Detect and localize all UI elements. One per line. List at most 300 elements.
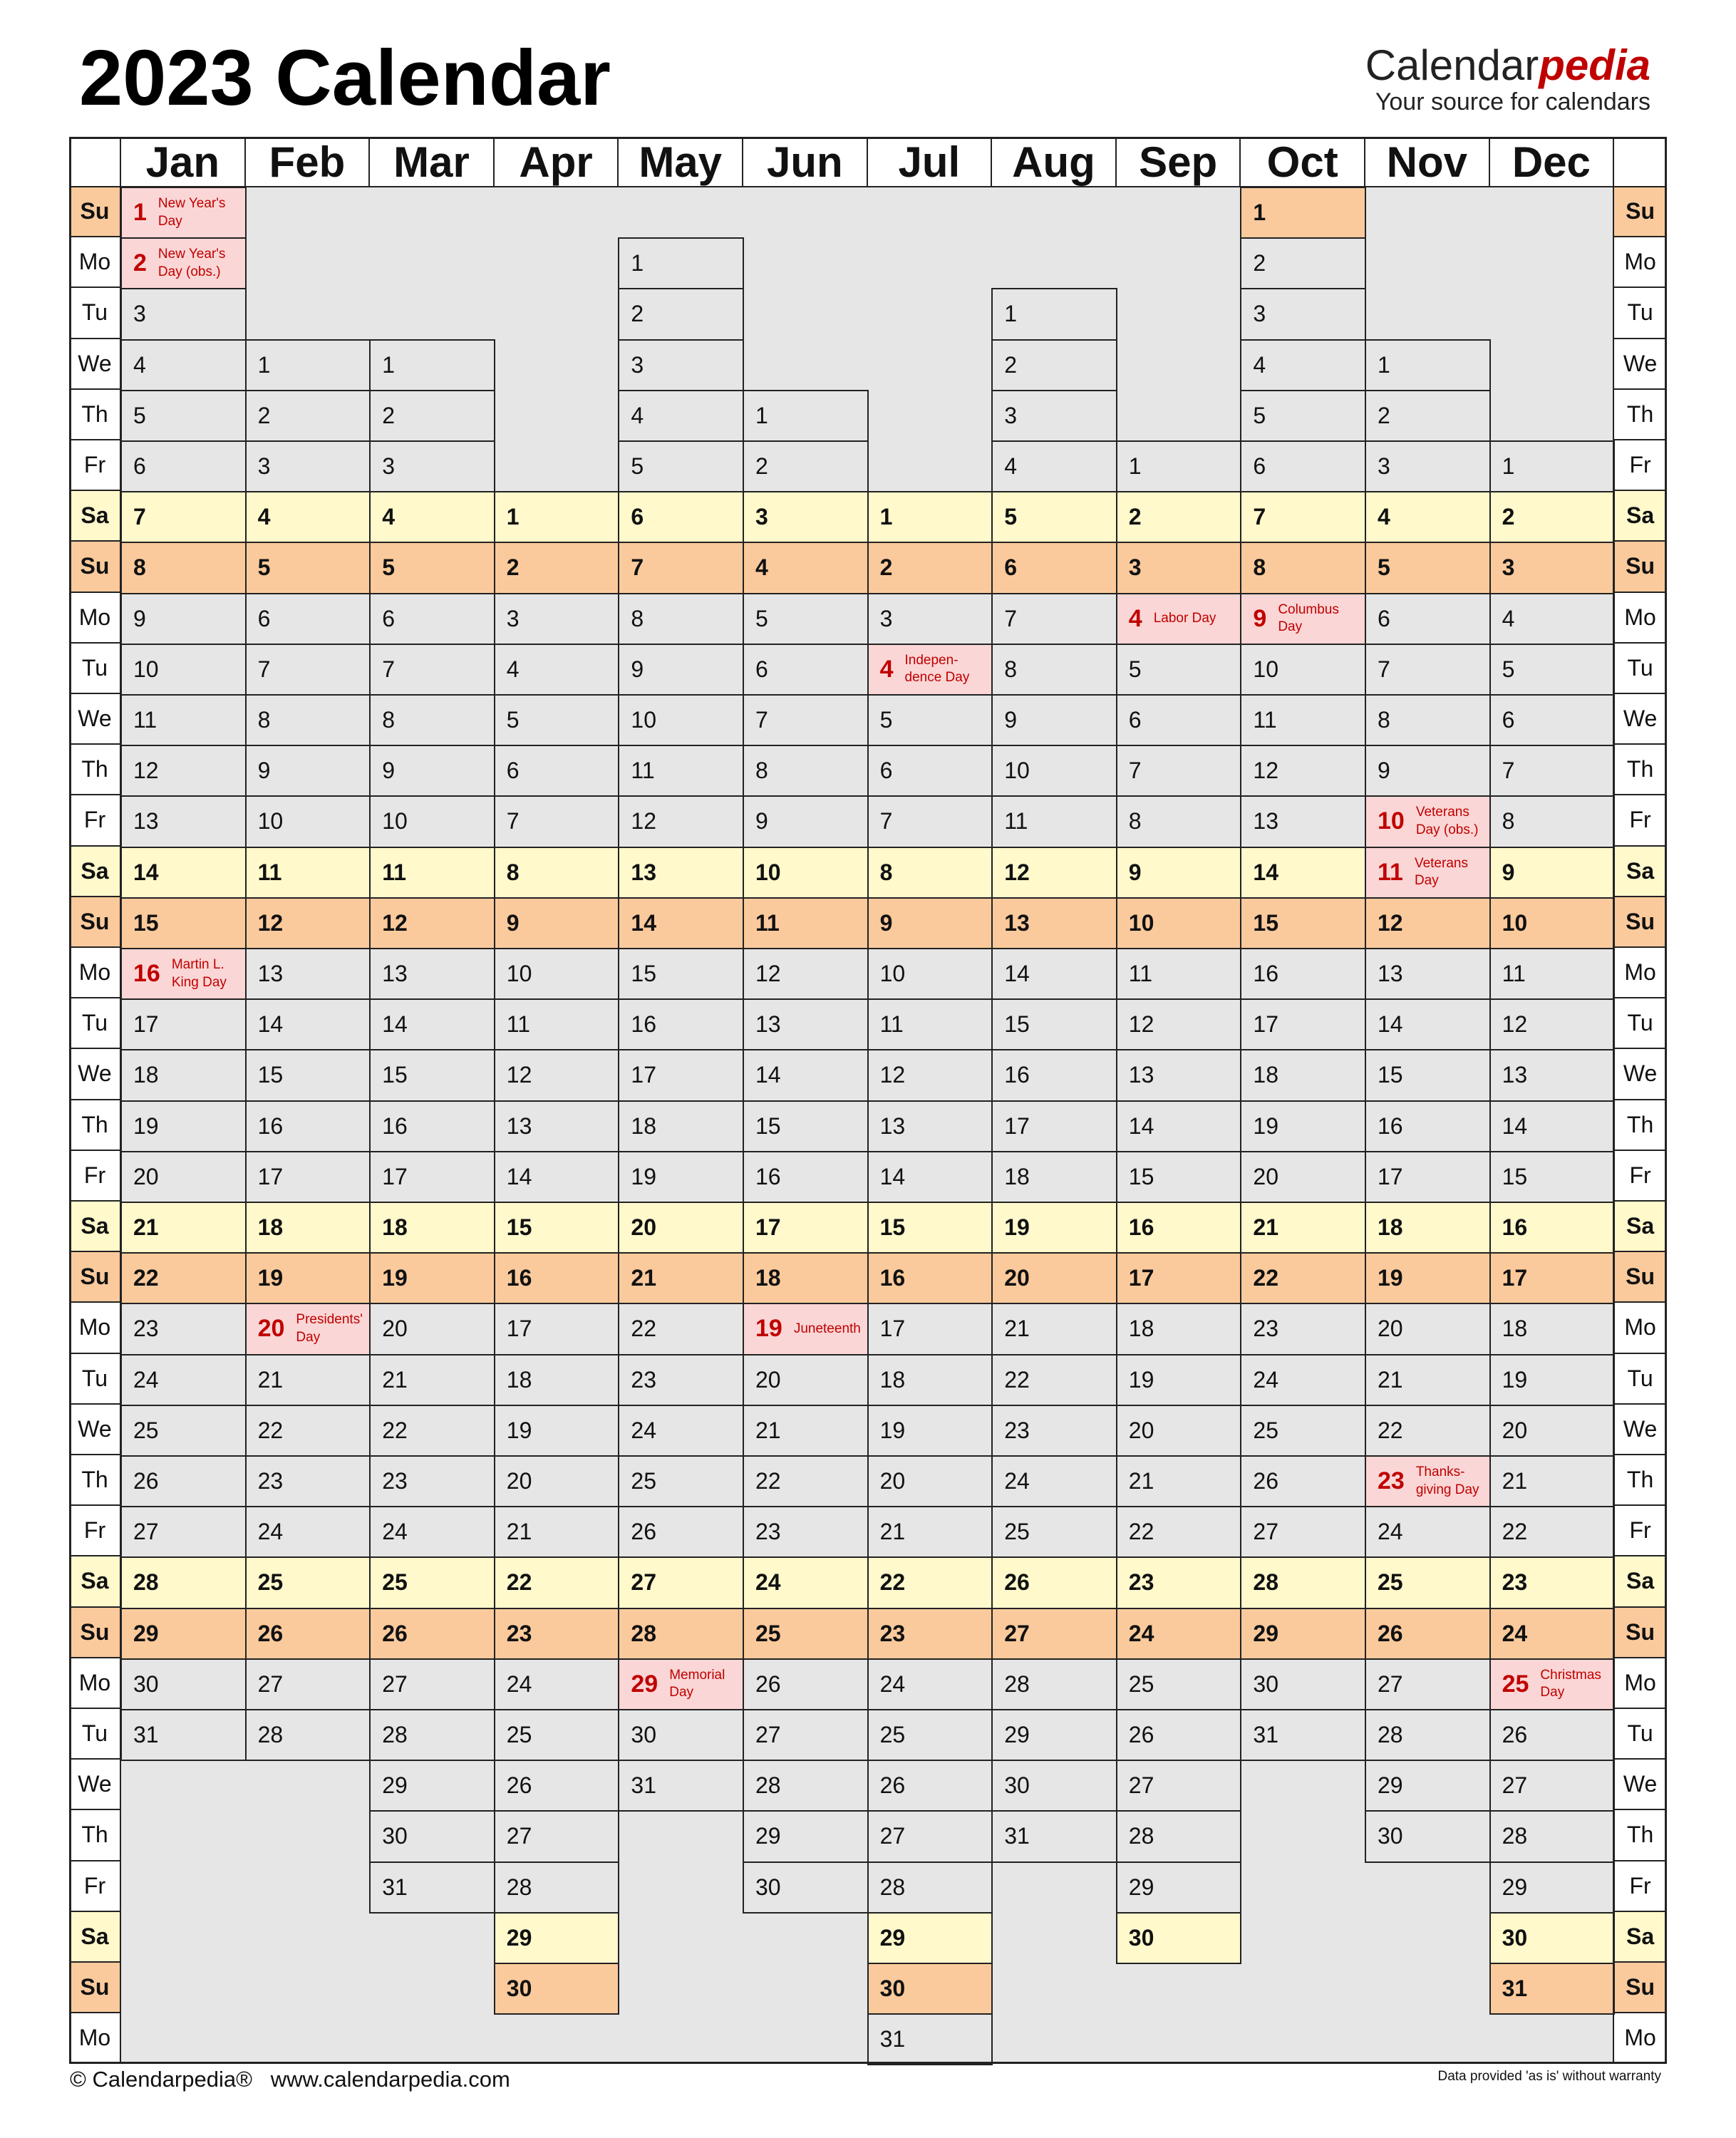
day-number: 19 <box>879 1417 906 1443</box>
day-number: 18 <box>1378 1214 1403 1241</box>
day-number: 18 <box>133 1062 159 1088</box>
day-number: 15 <box>755 1112 781 1139</box>
day-number: 23 <box>1502 1569 1528 1596</box>
day-number: 6 <box>1502 707 1515 733</box>
day-number: 27 <box>755 1722 781 1748</box>
day-number: 12 <box>506 1062 532 1088</box>
day-number: 12 <box>257 909 284 936</box>
day-number: 2 <box>755 453 768 480</box>
day-number: 5 <box>506 707 520 733</box>
footer-disclaimer: Data provided 'as is' without warranty <box>1437 2069 1661 2084</box>
day-number: 13 <box>1128 1062 1154 1088</box>
day-number: 6 <box>506 758 520 784</box>
weekday-label-right: Fr <box>1613 440 1667 491</box>
weekday-label-left: We <box>69 339 120 390</box>
weekday-label-right: We <box>1613 339 1667 390</box>
day-number: 18 <box>1004 1163 1030 1189</box>
day-number: 9 <box>879 909 893 936</box>
day-number: 21 <box>1502 1468 1528 1494</box>
day-number: 8 <box>1378 707 1390 733</box>
day-number: 16 <box>1502 1214 1528 1241</box>
day-number: 11 <box>506 1011 531 1038</box>
day-number: 12 <box>879 1062 906 1088</box>
day-number: 5 <box>1378 554 1390 581</box>
day-number: 11 <box>755 909 780 936</box>
day-number: 10 <box>1128 909 1154 936</box>
day-number: 3 <box>1502 554 1515 581</box>
day-number: 13 <box>257 961 284 987</box>
day-number: 25 <box>257 1569 284 1596</box>
weekday-label-left: Tu <box>69 1709 120 1760</box>
weekday-label-left: Fr <box>69 1506 120 1556</box>
day-number: 26 <box>631 1519 656 1545</box>
day-number: 1 <box>1502 453 1515 480</box>
day-number: 30 <box>1378 1823 1403 1849</box>
day-number: 16 <box>1128 1214 1154 1241</box>
day-number: 22 <box>1378 1417 1403 1443</box>
day-number: 4 <box>1378 504 1390 530</box>
day-number: 5 <box>1502 656 1515 682</box>
day-number: 17 <box>755 1214 781 1241</box>
day-number: 23 <box>1128 1569 1154 1596</box>
day-number: 7 <box>1253 504 1266 530</box>
weekday-label-right: Sa <box>1613 491 1667 542</box>
day-number: 3 <box>257 453 271 480</box>
day-number: 3 <box>631 351 644 378</box>
day-number: 24 <box>257 1519 284 1545</box>
day-number: 17 <box>506 1316 532 1342</box>
day-number: 4 <box>879 655 894 683</box>
day-number: 16 <box>1253 961 1278 987</box>
day-number: 28 <box>755 1772 781 1799</box>
day-number: 28 <box>1502 1823 1528 1849</box>
day-number: 7 <box>133 504 146 530</box>
footer-copyright[interactable]: © Calendarpedia® www.calendarpedia.com <box>70 2067 510 2092</box>
day-number: 27 <box>879 1823 906 1849</box>
weekday-label-left: We <box>69 694 120 745</box>
weekday-label-right: Tu <box>1613 1354 1667 1405</box>
day-number: 22 <box>1004 1366 1030 1393</box>
weekday-label-right: Tu <box>1613 288 1667 339</box>
day-number: 25 <box>1253 1417 1278 1443</box>
day-number: 29 <box>1378 1772 1403 1799</box>
day-number: 30 <box>382 1823 408 1849</box>
weekday-label-left: Th <box>69 1810 120 1861</box>
day-number: 16 <box>1004 1062 1030 1088</box>
day-number: 18 <box>631 1112 656 1139</box>
day-number: 4 <box>631 402 644 428</box>
day-number: 2 <box>1253 250 1266 277</box>
day-number: 4 <box>1502 605 1515 631</box>
day-number: 26 <box>879 1772 906 1799</box>
day-number: 23 <box>879 1620 906 1646</box>
day-number: 14 <box>1004 961 1030 987</box>
day-number: 5 <box>1128 656 1142 682</box>
day-number: 6 <box>1378 605 1390 631</box>
day-number: 8 <box>1502 808 1515 835</box>
day-number: 14 <box>879 1163 906 1189</box>
day-number: 31 <box>879 2026 906 2052</box>
weekday-label-right: Mo <box>1613 593 1667 644</box>
day-number: 21 <box>1004 1316 1030 1342</box>
day-number: 1 <box>631 250 644 277</box>
day-number: 16 <box>755 1163 781 1189</box>
day-number: 5 <box>879 707 893 733</box>
day-number: 15 <box>1128 1163 1154 1189</box>
weekday-label-left: Fr <box>69 1151 120 1202</box>
day-number: 26 <box>382 1620 408 1646</box>
weekday-label-right: Mo <box>1613 948 1667 998</box>
day-number: 17 <box>879 1316 906 1342</box>
day-number: 2 <box>1004 351 1017 378</box>
weekday-label-left: We <box>69 1405 120 1455</box>
month-header-feb: Feb <box>269 138 346 186</box>
day-number: 5 <box>631 453 644 480</box>
day-number: 3 <box>1128 554 1142 581</box>
day-number: 14 <box>382 1011 408 1038</box>
weekday-label-left: Fr <box>69 795 120 846</box>
day-number: 13 <box>133 808 159 835</box>
day-number: 7 <box>1502 758 1515 784</box>
day-number: 29 <box>1128 1874 1154 1900</box>
day-number: 12 <box>755 961 781 987</box>
day-number: 31 <box>1253 1722 1278 1748</box>
day-number: 24 <box>133 1366 159 1393</box>
day-number: 17 <box>1004 1112 1030 1139</box>
day-number: 5 <box>382 554 395 581</box>
day-number: 17 <box>1502 1265 1528 1291</box>
day-number: 22 <box>506 1569 532 1596</box>
day-number: 8 <box>133 554 146 581</box>
day-number: 10 <box>1378 807 1405 835</box>
day-number: 15 <box>1502 1163 1528 1189</box>
day-number: 16 <box>257 1112 284 1139</box>
day-number: 23 <box>1253 1316 1278 1342</box>
day-number: 10 <box>506 961 532 987</box>
month-header-mar: Mar <box>393 138 470 186</box>
weekday-label-left: Sa <box>69 1556 120 1607</box>
day-number: 28 <box>257 1722 284 1748</box>
weekday-label-right: Th <box>1613 1455 1667 1506</box>
day-number: 8 <box>506 859 520 885</box>
day-number: 22 <box>631 1316 656 1342</box>
day-number: 17 <box>382 1163 408 1189</box>
day-number: 28 <box>1004 1670 1030 1697</box>
day-number: 13 <box>506 1112 532 1139</box>
day-number: 13 <box>1502 1062 1528 1088</box>
day-number: 8 <box>1253 554 1266 581</box>
day-number: 31 <box>1004 1823 1030 1849</box>
day-number: 10 <box>879 961 906 987</box>
holiday-name: Thanks- giving Day <box>1415 1464 1479 1497</box>
day-number: 28 <box>506 1874 532 1900</box>
day-number: 30 <box>755 1874 781 1900</box>
holiday-name: Christmas Day <box>1540 1667 1601 1700</box>
day-number: 29 <box>382 1772 408 1799</box>
day-number: 13 <box>879 1112 906 1139</box>
day-number: 1 <box>506 504 520 530</box>
day-number: 22 <box>1253 1265 1278 1291</box>
day-number: 18 <box>879 1366 906 1393</box>
day-number: 7 <box>382 656 395 682</box>
holiday-name: Veterans Day <box>1414 855 1468 889</box>
day-number: 20 <box>1253 1163 1278 1189</box>
day-number: 19 <box>506 1417 532 1443</box>
day-number: 18 <box>257 1214 284 1241</box>
day-number: 19 <box>1253 1112 1278 1139</box>
day-number: 25 <box>382 1569 408 1596</box>
day-number: 24 <box>1128 1620 1154 1646</box>
day-number: 11 <box>1128 961 1153 987</box>
day-number: 7 <box>257 656 271 682</box>
day-number: 24 <box>1253 1366 1278 1393</box>
brand-tagline: Your source for calendars <box>1375 88 1650 115</box>
day-number: 28 <box>879 1874 906 1900</box>
day-number: 11 <box>1378 858 1403 886</box>
day-number: 13 <box>631 859 656 885</box>
weekday-label-right: We <box>1613 1760 1667 1810</box>
brand-name-plain: Calendar <box>1365 41 1539 89</box>
day-number: 8 <box>382 707 395 733</box>
weekday-label-right: Su <box>1613 1963 1667 2013</box>
day-number: 10 <box>257 808 284 835</box>
day-number: 12 <box>382 909 408 936</box>
day-number: 25 <box>879 1722 906 1748</box>
day-number: 18 <box>1502 1316 1528 1342</box>
day-number: 25 <box>1128 1670 1154 1697</box>
day-number: 13 <box>1378 961 1403 987</box>
weekday-label-left: Mo <box>69 593 120 644</box>
day-number: 18 <box>1253 1062 1278 1088</box>
day-number: 26 <box>1378 1620 1403 1646</box>
day-number: 30 <box>879 1976 906 2002</box>
weekday-label-right: Sa <box>1613 1556 1667 1607</box>
day-number: 30 <box>1502 1924 1528 1951</box>
day-number: 22 <box>879 1569 906 1596</box>
day-number: 22 <box>1502 1519 1528 1545</box>
day-number: 26 <box>506 1772 532 1799</box>
day-number: 28 <box>382 1722 408 1748</box>
weekday-label-right: Sa <box>1613 1202 1667 1252</box>
weekday-label-right: Tu <box>1613 998 1667 1049</box>
day-number: 3 <box>506 605 520 631</box>
day-number: 2 <box>133 249 147 277</box>
day-number: 30 <box>506 1976 532 2002</box>
day-number: 9 <box>1378 758 1390 784</box>
day-number: 6 <box>1004 554 1017 581</box>
holiday-name: Juneteenth <box>793 1321 861 1336</box>
weekday-label-left: Su <box>69 1608 120 1658</box>
day-number: 26 <box>257 1620 284 1646</box>
day-number: 6 <box>1253 453 1266 480</box>
weekday-label-left: Th <box>69 745 120 795</box>
holiday-name: Presidents' Day <box>296 1312 363 1345</box>
day-number: 27 <box>133 1519 159 1545</box>
weekday-label-left: Sa <box>69 1912 120 1963</box>
day-number: 21 <box>133 1214 159 1241</box>
day-number: 13 <box>1253 808 1278 835</box>
day-number: 28 <box>1128 1823 1154 1849</box>
day-number: 1 <box>1253 200 1266 226</box>
holiday-name: New Year's Day (obs.) <box>157 247 226 279</box>
day-number: 3 <box>1253 301 1266 327</box>
day-number: 8 <box>631 605 644 631</box>
holiday-name: Indepen- dence Day <box>904 652 970 686</box>
day-number: 10 <box>1253 656 1278 682</box>
day-number: 15 <box>1004 1011 1030 1038</box>
day-number: 19 <box>1502 1366 1528 1393</box>
day-number: 9 <box>133 605 146 631</box>
day-number: 2 <box>506 554 520 581</box>
day-number: 25 <box>1502 1670 1529 1698</box>
month-header-nov: Nov <box>1386 138 1467 186</box>
day-number: 4 <box>506 656 520 682</box>
day-number: 14 <box>631 909 656 936</box>
day-number: 6 <box>631 504 644 530</box>
month-header-oct: Oct <box>1266 138 1338 186</box>
day-number: 5 <box>1253 402 1266 428</box>
day-number: 24 <box>755 1569 781 1596</box>
day-number: 20 <box>382 1316 408 1342</box>
day-number: 27 <box>1128 1772 1154 1799</box>
weekday-label-right: Mo <box>1613 237 1667 288</box>
weekday-label-left: Su <box>69 187 120 237</box>
day-number: 7 <box>1004 605 1017 631</box>
day-number: 22 <box>257 1417 284 1443</box>
weekday-label-left: Mo <box>69 948 120 998</box>
day-number: 9 <box>506 909 520 936</box>
day-number: 12 <box>631 808 656 835</box>
weekday-label-left: Tu <box>69 288 120 339</box>
weekday-label-right: Th <box>1613 745 1667 795</box>
day-number: 9 <box>755 808 768 835</box>
day-number: 28 <box>1378 1722 1403 1748</box>
weekday-label-right: Su <box>1613 897 1667 948</box>
day-number: 11 <box>1253 707 1277 733</box>
weekday-label-right: Su <box>1613 187 1667 237</box>
day-number: 30 <box>631 1722 656 1748</box>
day-number: 1 <box>1378 351 1390 378</box>
day-number: 14 <box>1253 859 1278 885</box>
day-number: 4 <box>133 351 146 378</box>
day-number: 2 <box>631 301 644 327</box>
weekday-label-right: Mo <box>1613 2013 1667 2064</box>
day-number: 26 <box>1253 1468 1278 1494</box>
day-number: 28 <box>133 1569 159 1596</box>
day-number: 25 <box>506 1722 532 1748</box>
day-number: 6 <box>257 605 271 631</box>
day-number: 4 <box>1004 453 1017 480</box>
day-number: 3 <box>133 301 146 327</box>
day-number: 4 <box>382 504 395 530</box>
day-number: 11 <box>879 1011 904 1038</box>
day-number: 2 <box>1378 402 1390 428</box>
day-number: 29 <box>506 1924 532 1951</box>
weekday-label-left: Th <box>69 1100 120 1151</box>
day-number: 19 <box>382 1265 408 1291</box>
day-number: 17 <box>133 1011 159 1038</box>
day-number: 1 <box>1004 301 1017 327</box>
day-number: 8 <box>755 758 768 784</box>
day-number: 30 <box>133 1670 159 1697</box>
day-number: 9 <box>1502 859 1515 885</box>
day-number: 22 <box>755 1468 781 1494</box>
day-number: 11 <box>382 859 407 885</box>
day-number: 15 <box>1253 909 1278 936</box>
weekday-label-left: Su <box>69 897 120 948</box>
day-number: 17 <box>257 1163 284 1189</box>
holiday-name: Labor Day <box>1153 610 1216 626</box>
day-number: 27 <box>1378 1670 1403 1697</box>
weekday-label-right: Fr <box>1613 1861 1667 1912</box>
day-number: 16 <box>1378 1112 1403 1139</box>
day-number: 18 <box>1128 1316 1154 1342</box>
weekday-label-right: Mo <box>1613 1658 1667 1709</box>
day-number: 26 <box>1502 1722 1528 1748</box>
day-number: 7 <box>1128 758 1142 784</box>
weekday-label-left: Tu <box>69 1354 120 1405</box>
month-header-aug: Aug <box>1012 138 1095 186</box>
day-number: 11 <box>631 758 655 784</box>
day-number: 30 <box>1128 1924 1154 1951</box>
day-number: 16 <box>382 1112 408 1139</box>
day-number: 14 <box>133 859 159 885</box>
day-number: 3 <box>1378 453 1390 480</box>
day-number: 14 <box>257 1011 284 1038</box>
weekday-label-right: Fr <box>1613 1506 1667 1556</box>
weekday-label-right: Sa <box>1613 847 1667 897</box>
day-number: 26 <box>133 1468 159 1494</box>
day-number: 12 <box>1004 859 1030 885</box>
day-number: 21 <box>257 1366 284 1393</box>
calendar-frame <box>69 137 1667 2064</box>
weekday-label-right: Th <box>1613 1810 1667 1861</box>
day-number: 4 <box>1253 351 1266 378</box>
day-number: 20 <box>1502 1417 1528 1443</box>
weekday-label-right: Th <box>1613 1100 1667 1151</box>
weekday-label-right: We <box>1613 1049 1667 1100</box>
day-number: 18 <box>382 1214 408 1241</box>
day-number: 20 <box>755 1366 781 1393</box>
weekday-label-right: We <box>1613 1405 1667 1455</box>
weekday-label-right: Tu <box>1613 1709 1667 1760</box>
holiday-name: Memorial Day <box>669 1667 725 1700</box>
day-number: 23 <box>755 1519 781 1545</box>
day-number: 10 <box>133 656 159 682</box>
day-number: 13 <box>1004 909 1030 936</box>
day-number: 16 <box>133 960 160 988</box>
weekday-label-right: Sa <box>1613 1912 1667 1963</box>
weekday-label-left: We <box>69 1760 120 1810</box>
weekday-label-left: Su <box>69 1252 120 1303</box>
day-number: 9 <box>1253 604 1267 632</box>
day-number: 29 <box>1004 1722 1030 1748</box>
day-number: 9 <box>257 758 271 784</box>
day-number: 13 <box>755 1011 781 1038</box>
day-number: 22 <box>133 1265 159 1291</box>
weekday-label-right: Su <box>1613 1608 1667 1658</box>
day-number: 1 <box>1128 453 1142 480</box>
day-number: 2 <box>879 554 893 581</box>
day-number: 25 <box>1378 1569 1403 1596</box>
day-number: 5 <box>257 554 271 581</box>
day-number: 3 <box>382 453 395 480</box>
day-number: 31 <box>133 1722 159 1748</box>
day-number: 17 <box>631 1062 656 1088</box>
day-number: 14 <box>1502 1112 1528 1139</box>
day-number: 17 <box>1378 1163 1403 1189</box>
holiday-name: Veterans Day (obs.) <box>1415 805 1479 837</box>
